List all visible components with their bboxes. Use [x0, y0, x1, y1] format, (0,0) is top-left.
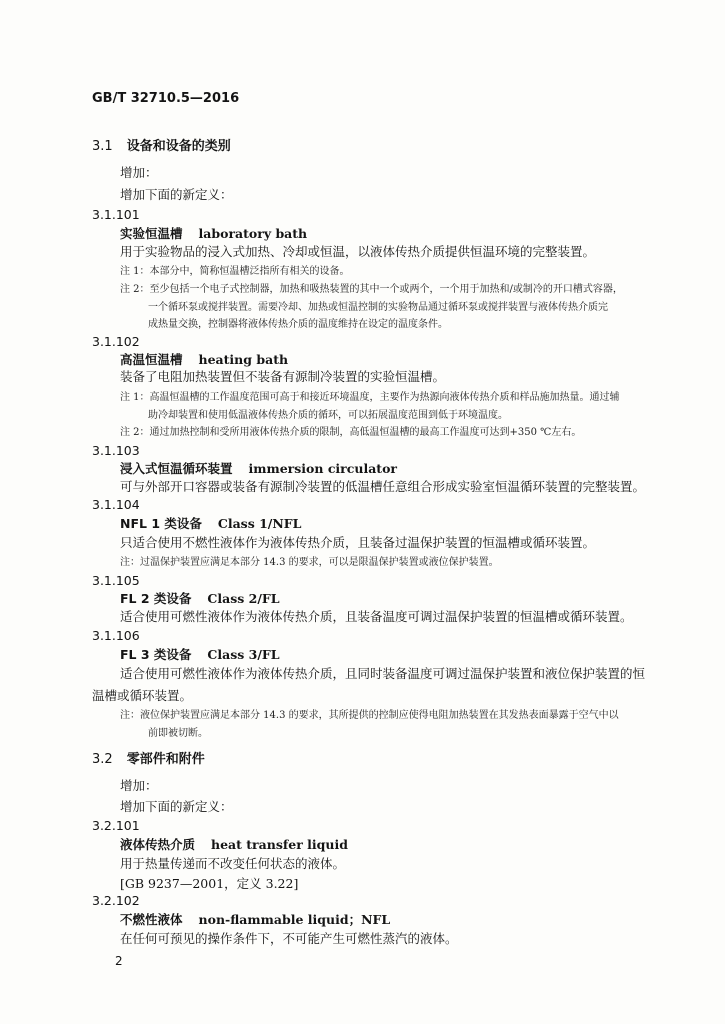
definition: 适合使用可燃性液体作为液体传热介质，且同时装备温度可调过温保护装置和液位保护装置的恒 [120, 666, 646, 681]
definition: 用于实验物品的浸入式加热、冷却或恒温，以液体传热介质提供恒温环境的完整装置。 [120, 244, 596, 259]
clause-number: 3.1.102 [92, 334, 140, 349]
section-3-2-heading [92, 748, 205, 767]
definition: 在任何可预见的操作条件下，不可能产生可燃性蒸汽的液体。 [120, 931, 458, 946]
note-continuation: 助冷却装置和使用低温液体传热介质的循环，可以拓展温度范围到低于环境温度。 [148, 410, 508, 421]
definition-source: [GB 9237—2001，定义 3.22] [120, 876, 299, 891]
term-heading [120, 589, 280, 607]
section-title: 零部件和附件 [126, 752, 205, 767]
clause-number: 3.2.102 [92, 893, 140, 908]
definition: 可与外部开口容器或装备有源制冷装置的低温槽任意组合形成实验室恒温循环装置的完整装置。 [120, 479, 646, 494]
term-zh: FL 3 类设备 [120, 647, 192, 662]
term-heading [120, 350, 288, 368]
clause-number: 3.1.101 [92, 207, 140, 222]
term-en: immersion circulator [248, 461, 398, 476]
clause-number: 3.1.105 [92, 573, 140, 588]
page-number: 2 [115, 954, 123, 968]
add-defs-text: 增加下面的新定义： [120, 187, 233, 202]
term-en: non-flammable liquid；NFL [198, 912, 391, 927]
note: 注 1：高温恒温槽的工作温度范围可高于和接近环境温度，主要作为热源向液体传热介质和样品施加热量。通过辅 [120, 392, 620, 403]
term-heading [120, 459, 397, 477]
clause-number: 3.1.104 [92, 497, 140, 512]
note: 注 2：至少包括一个电子式控制器，加热和吸热装置的其中一个或两个，一个用于加热和/或制冷的开口槽式容器， [120, 284, 623, 295]
term-heading [120, 835, 348, 853]
definition: 适合使用可燃性液体作为液体传热介质，且装备温度可调过温保护装置的恒温槽或循环装置。 [120, 609, 633, 624]
term-heading [120, 645, 280, 663]
term-en: Class 3/FL [207, 647, 280, 662]
add-text: 增加： [120, 165, 158, 180]
term-zh: FL 2 类设备 [120, 591, 192, 606]
term-heading [120, 910, 390, 928]
definition: 用于热量传递而不改变任何状态的液体。 [120, 856, 346, 871]
term-heading [120, 514, 301, 532]
section-number: 3.2 [92, 752, 113, 767]
definition-continuation: 温槽或循环装置。 [92, 688, 193, 703]
term-zh: 高温恒温槽 [120, 352, 183, 367]
note-continuation: 成热量交换，控制器将液体传热介质的温度维持在设定的温度条件。 [148, 319, 448, 330]
term-zh: NFL 1 类设备 [120, 516, 202, 531]
note: 注 2：通过加热控制和受所用液体传热介质的限制，高低温恒温槽的最高工作温度可达到+350 ℃左右。 [120, 427, 582, 438]
term-en: heating bath [198, 352, 289, 367]
term-en: heat transfer liquid [211, 837, 348, 852]
term-zh: 实验恒温槽 [120, 226, 183, 241]
note: 注 1：本部分中，简称恒温槽泛指所有相关的设备。 [120, 266, 350, 277]
add-text: 增加： [120, 778, 158, 793]
term-heading [120, 224, 307, 242]
note: 注：过温保护装置应满足本部分 14.3 的要求，可以是限温保护装置或液位保护装置。 [120, 557, 499, 568]
note-continuation: 前即被切断。 [148, 728, 208, 739]
note-continuation: 一个循环泵或搅拌装置。需要冷却、加热或恒温控制的实验物品通过循环泵或搅拌装置与液体传热介质完 [148, 302, 608, 313]
section-number: 3.1 [92, 139, 113, 154]
term-en: laboratory bath [198, 226, 308, 241]
definition: 只适合使用不燃性液体作为液体传热介质，且装备过温保护装置的恒温槽或循环装置。 [120, 535, 596, 550]
standard-code: GB/T 32710.5—2016 [92, 91, 240, 106]
clause-number: 3.2.101 [92, 818, 140, 833]
note: 注：液位保护装置应满足本部分 14.3 的要求，其所提供的控制应使得电阻加热装置在其发热表面暴露于空气中以 [120, 710, 619, 721]
definition: 装备了电阻加热装置但不装备有源制冷装置的实验恒温槽。 [120, 369, 446, 384]
term-en: Class 2/FL [207, 591, 280, 606]
term-zh: 浸入式恒温循环装置 [120, 461, 233, 476]
add-defs-text: 增加下面的新定义： [120, 799, 233, 814]
section-title: 设备和设备的类别 [126, 139, 231, 154]
clause-number: 3.1.103 [92, 443, 140, 458]
section-3-1-heading [92, 135, 231, 154]
term-zh: 不燃性液体 [120, 912, 183, 927]
term-zh: 液体传热介质 [120, 837, 196, 852]
term-en: Class 1/NFL [217, 516, 302, 531]
clause-number: 3.1.106 [92, 628, 140, 643]
